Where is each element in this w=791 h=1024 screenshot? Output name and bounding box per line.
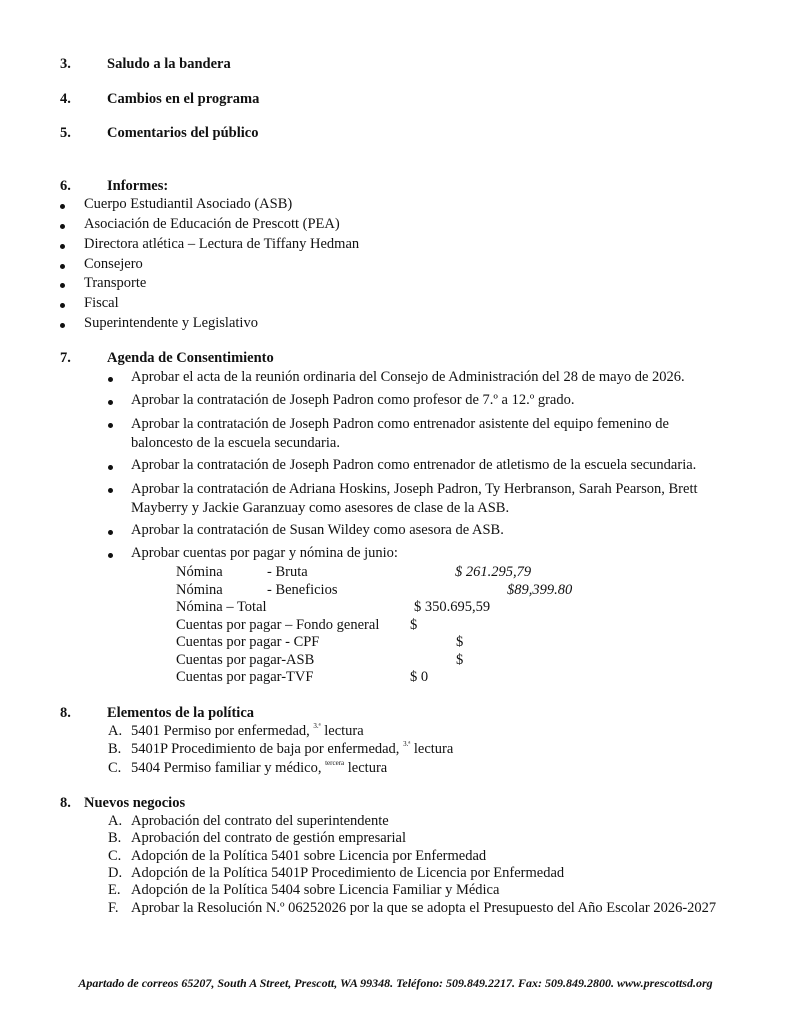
ordinal-superscript: tercera <box>325 759 345 767</box>
list-item: Asociación de Educación de Prescott (PEA) <box>84 216 340 232</box>
bullet-icon <box>108 423 113 428</box>
list-item-letter: F. <box>108 900 119 916</box>
section-number: 7. <box>60 350 71 366</box>
list-item: Aprobar la contratación de Joseph Padron como entrenador de atletismo de la escuela secundaria. <box>131 457 697 473</box>
list-item-tail: lectura <box>413 741 454 757</box>
list-item: Consejero <box>84 256 143 272</box>
list-item: Aprobar la Resolución N.º 06252026 por la que se adopta el Presupuesto del Año Escolar 2026-2027 <box>131 900 717 916</box>
list-item <box>131 760 387 777</box>
list-item: Aprobar el acta de la reunión ordinaria del Consejo de Administración del 28 de mayo de 2026. <box>131 369 685 385</box>
bullet-icon <box>108 530 113 535</box>
section-heading-reports: Informes: <box>107 178 169 194</box>
list-item: Transporte <box>84 275 147 291</box>
list-item: Directora atlética – Lectura de Tiffany Hedman <box>84 236 360 252</box>
payroll-amount: $ 261.295,79 <box>455 564 532 580</box>
bullet-icon <box>60 323 65 328</box>
section-number: 8. <box>60 705 71 721</box>
payroll-sublabel: - Beneficios <box>267 582 338 598</box>
list-item-letter: C. <box>108 848 122 864</box>
bullet-icon <box>108 377 113 382</box>
list-item: Aprobar cuentas por pagar y nómina de junio: <box>131 545 398 561</box>
bullet-icon <box>108 465 113 470</box>
list-item: Adopción de la Política 5401 sobre Licencia por Enfermedad <box>131 848 487 864</box>
payroll-amount: $ <box>456 634 464 650</box>
list-item-letter: B. <box>108 741 122 757</box>
list-item <box>131 741 453 758</box>
bullet-icon <box>60 224 65 229</box>
list-item: Aprobar la contratación de Joseph Padron como entrenador asistente del equipo femenino de baloncesto de la escuela secundaria. <box>131 416 669 451</box>
list-item-letter: A. <box>108 723 123 739</box>
list-item: Fiscal <box>84 295 119 311</box>
payroll-amount: $ 350.695,59 <box>414 599 491 615</box>
payroll-label: Cuentas por pagar-TVF <box>176 669 314 685</box>
list-item-letter: C. <box>108 760 122 776</box>
payroll-sublabel: - Bruta <box>267 564 308 580</box>
list-item: Aprobación del contrato del superintendente <box>131 813 389 829</box>
payroll-label: Cuentas por pagar - CPF <box>176 634 320 650</box>
bullet-icon <box>60 283 65 288</box>
payroll-amount: $ <box>456 652 464 668</box>
ordinal-superscript: 3.ª <box>403 740 411 748</box>
bullet-icon <box>108 488 113 493</box>
list-item-tail: lectura <box>347 760 388 776</box>
section-heading-new-business: Nuevos negocios <box>84 795 186 811</box>
list-item-tail: lectura <box>324 723 364 739</box>
section-heading-program-changes: Cambios en el programa <box>107 91 260 107</box>
bullet-icon <box>60 303 65 308</box>
section-number: 8. <box>60 795 71 811</box>
list-item: Superintendente y Legislativo <box>84 315 258 331</box>
section-number: 3. <box>60 56 71 72</box>
list-item: Aprobar la contratación de Joseph Padron como profesor de 7.º a 12.º grado. <box>131 392 575 408</box>
section-number: 4. <box>60 91 71 107</box>
payroll-amount: $ 0 <box>410 669 429 685</box>
section-number: 5. <box>60 125 71 141</box>
page-footer: Apartado de correos 65207, South A Street, Prescott, WA 99348. Teléfono: 509.849.2217. Fax: 509.849.2800. www.prescottsd.org <box>78 976 713 990</box>
list-item-letter: E. <box>108 882 121 898</box>
payroll-label: Nómina – Total <box>176 599 267 615</box>
bullet-icon <box>60 204 65 209</box>
list-item-letter: D. <box>108 865 123 881</box>
section-heading-policy-items: Elementos de la política <box>107 705 255 721</box>
payroll-label: Cuentas por pagar – Fondo general <box>176 617 380 633</box>
list-item <box>131 723 364 740</box>
payroll-label: Nómina <box>176 564 223 580</box>
bullet-icon <box>60 264 65 269</box>
list-item-text: 5401 Permiso por enfermedad, <box>131 723 310 739</box>
list-item: Adopción de la Política 5404 sobre Licencia Familiar y Médica <box>131 882 500 898</box>
list-item: Aprobación del contrato de gestión empresarial <box>131 830 406 846</box>
list-item: Aprobar la contratación de Susan Wildey como asesora de ASB. <box>131 522 504 538</box>
payroll-amount: $ <box>410 617 418 633</box>
list-item-letter: B. <box>108 830 122 846</box>
section-number: 6. <box>60 178 71 194</box>
list-item: Aprobar la contratación de Adriana Hoskins, Joseph Padron, Ty Herbranson, Sarah Pearson, Brett Mayberry y Jackie Garanzuay como asesores de clase de la ASB. <box>131 481 698 516</box>
payroll-label: Nómina <box>176 582 223 598</box>
section-heading-flag-salute: Saludo a la bandera <box>107 56 231 72</box>
ordinal-superscript: 3.ª <box>313 722 321 730</box>
payroll-label: Cuentas por pagar-ASB <box>176 652 315 668</box>
payroll-amount: $89,399.80 <box>507 582 573 598</box>
bullet-icon <box>60 244 65 249</box>
section-heading-public-comments: Comentarios del público <box>107 125 259 141</box>
list-item-text: 5401P Procedimiento de baja por enfermedad, <box>131 741 400 757</box>
list-item-text: 5404 Permiso familiar y médico, <box>131 760 322 776</box>
section-heading-consent-agenda: Agenda de Consentimiento <box>107 350 274 366</box>
list-item-letter: A. <box>108 813 123 829</box>
list-item: Cuerpo Estudiantil Asociado (ASB) <box>84 196 293 212</box>
bullet-icon <box>108 553 113 558</box>
bullet-icon <box>108 400 113 405</box>
list-item: Adopción de la Política 5401P Procedimiento de Licencia por Enfermedad <box>131 865 565 881</box>
